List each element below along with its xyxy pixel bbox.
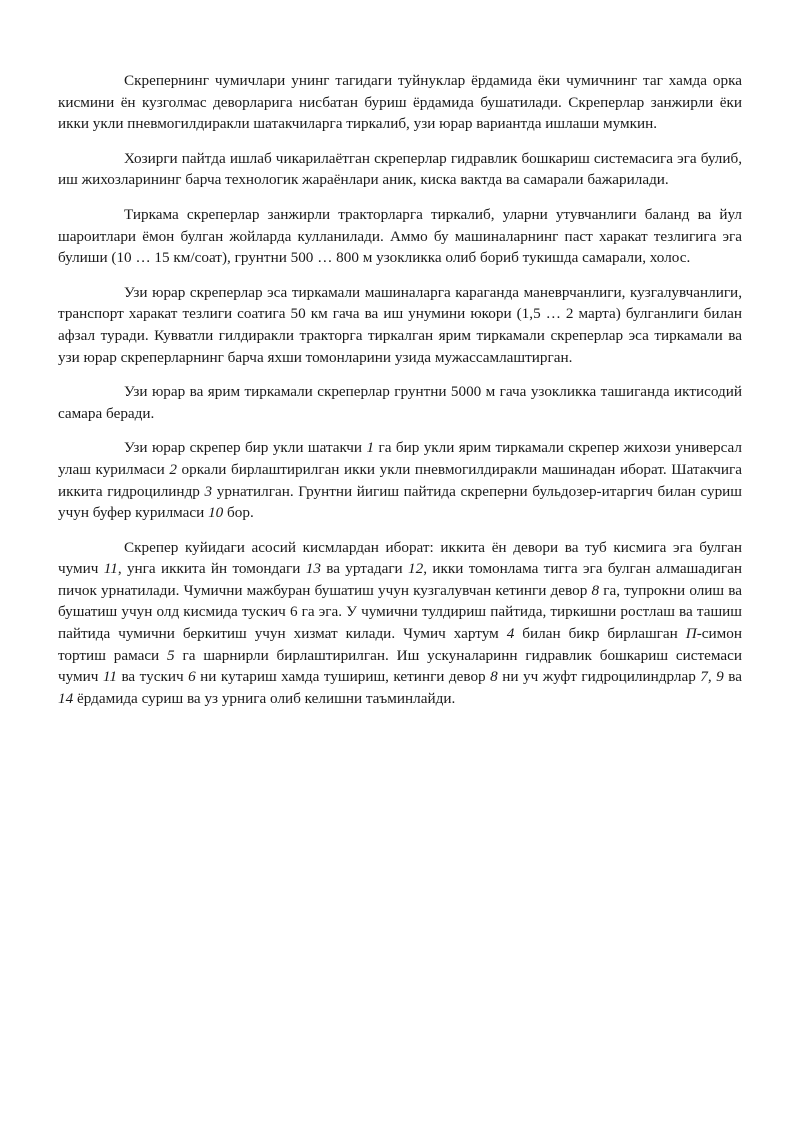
paragraph-text: ёрдамида суриш ва уз урнига олиб келишни таъминлайди. (73, 689, 456, 707)
paragraph-text: оркали бирлаштирилган икки укли пневмогилдиракли машинадан иборат. Шатакчига иккита гидроцилиндр (58, 460, 742, 500)
paragraph (58, 282, 742, 368)
paragraph-text: га бир укли ярим тиркамали скрепер жихози универсал улаш курилмаси (58, 439, 742, 478)
figure-reference: 10 (208, 504, 224, 522)
figure-reference: 13 (305, 560, 321, 578)
paragraph-text: билан бикр бирлашган (514, 625, 686, 643)
paragraph-text: Узи юрар скреперлар эса тиркамали машиналарга караганда маневрчанлиги, кузгалувчанлиги, транспорт харакат тезлиги соатига 50 км гача ва иш унумини юкори (1,5 … 2 марта) булганлиги билан афзал туради. Кувватли гилдиракли тракторга тиркалган ярим тиркамали скреперлар эса тиркамали ва узи юрар скреперларнинг барча яхши томонларини узида мужассамлаштирган. (58, 283, 742, 366)
paragraph (58, 437, 742, 523)
figure-reference: 8 (591, 581, 600, 599)
paragraph (58, 204, 742, 269)
paragraph (58, 148, 742, 191)
paragraph-text: ни уч жуфт гидроцилиндрлар (497, 668, 701, 686)
paragraph-text: ва (723, 668, 742, 686)
figure-reference: П (685, 625, 697, 643)
paragraph (58, 381, 742, 424)
document-body (58, 70, 742, 722)
paragraph-text: га, тупрокни олиш ва бушатиш учун олд кисмида тускич 6 га эга. У чумични тулдириш пайтида, тиркишни ростлаш ва ташиш пайтида чумични беркитиш учун хизмат килади. Чумич хартум (58, 581, 742, 643)
paragraph-text: урнатилган. Грунтни йигиш пайтида скреперни бульдозер-итаргич билан суриш учун буфер курилмаси (58, 482, 742, 522)
figure-reference: 2 (169, 460, 177, 478)
figure-reference: 6 (188, 668, 196, 686)
paragraph-text: Скрепер куйидаги асосий кисмлардан иборат: иккита ён девори ва туб кисмига эга булган чумич (58, 538, 742, 578)
figure-reference: 8 (490, 668, 498, 686)
figure-reference: 3 (204, 482, 213, 500)
figure-reference: 1 (366, 439, 375, 457)
paragraph-text: Узи юрар скрепер бир укли шатакчи (124, 439, 367, 457)
paragraph-text: ва уртадаги (320, 560, 409, 578)
paragraph-text: Узи юрар ва ярим тиркамали скреперлар грунтни 5000 м гача узокликка ташиганда иктисодий самара беради. (58, 383, 742, 422)
paragraph-text: га шарнирли бирлаштирилган. Иш ускуналаринн гидравлик бошкариш системаси чумич (58, 646, 742, 686)
paragraph-text: Скрепернинг чумичлари унинг тагидаги туйнуклар ёрдамида ёки чумичнинг таг хамда орка кисмини ён кузголмас деворларига нисбатан буриш ёрдамида бушатилади. Скреперлар занжирли ёки икки укли пневмогилдиракли шатакчиларга тиркалиб, узи юрар вариантда ишлаши мумкин. (58, 72, 742, 133)
paragraph-text: Хозирги пайтда ишлаб чикарилаётган скреперлар гидравлик бошкариш системасига эга булиб, иш жихозларининг барча технологик жараёнлари аник, киска вактда ва самарали бажарилади. (58, 149, 742, 189)
figure-reference: 11 (103, 560, 118, 578)
paragraph-text: бор. (223, 504, 254, 522)
figure-reference: 14 (58, 689, 74, 707)
paragraph-text: , икки томонлама тигга эга булган алмашадиган пичок урнатилади. Чумични мажбуран бушатиш учун кузгалувчан кетинги девор (58, 560, 742, 599)
paragraph-text: ни кутариш хамда тушириш, кетинги девор (195, 668, 491, 686)
paragraph-text: -симон тортиш рамаси (58, 625, 742, 664)
paragraph (58, 70, 742, 135)
figure-reference: 11 (102, 668, 117, 686)
figure-reference: 4 (506, 625, 515, 643)
paragraph-text: , унга иккита йн томондаги (117, 560, 306, 578)
paragraph-text: Тиркама скреперлар занжирли тракторларга тиркалиб, уларни утувчанлиги баланд ва йул шароитлари ёмон булган жойларда кулланилади. Аммо бу машиналарнинг паст харакат тезлигига эга булиши (10 … 15 км/соат), грунтни 500 … 800 м узокликка олиб бориб тукишда самарали, холос. (58, 205, 742, 267)
paragraph-text: ва тускич (116, 668, 189, 686)
figure-reference: 5 (167, 646, 175, 664)
figure-reference: 7, 9 (700, 668, 724, 686)
paragraph (58, 537, 742, 710)
figure-reference: 12 (408, 560, 424, 578)
